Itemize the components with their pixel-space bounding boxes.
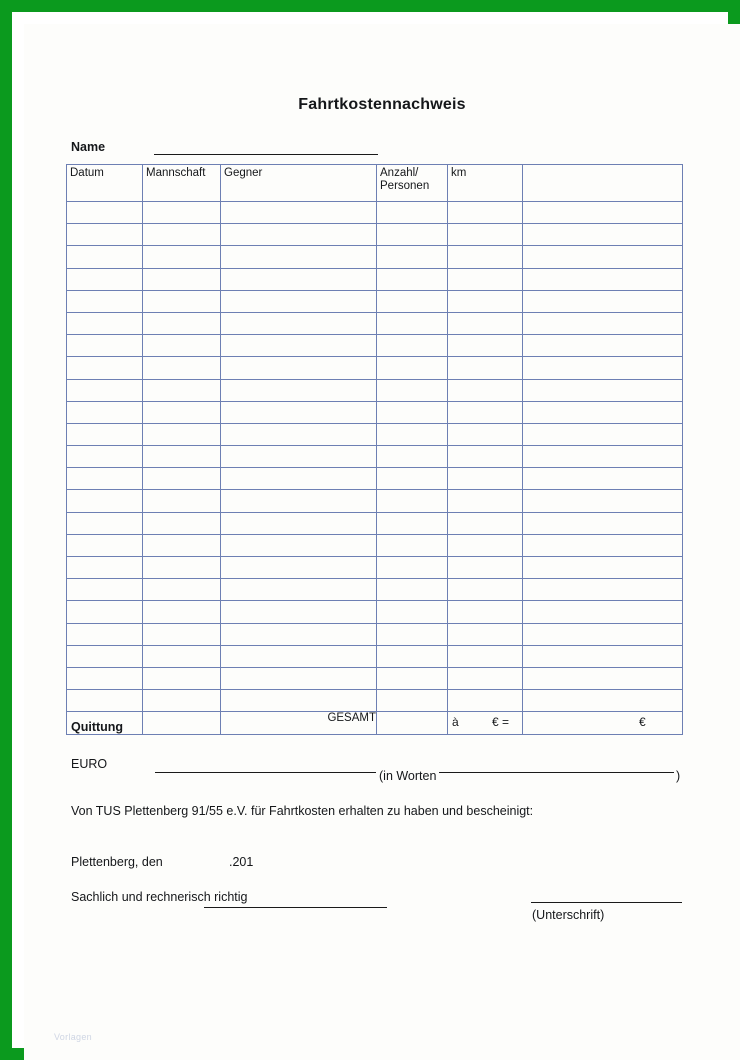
cell-km[interactable] bbox=[448, 490, 523, 512]
cell-datum[interactable] bbox=[67, 357, 143, 379]
cell-gegner[interactable] bbox=[221, 557, 377, 579]
cell-km[interactable] bbox=[448, 290, 523, 312]
table-row[interactable] bbox=[67, 667, 683, 689]
total-cell-amount[interactable] bbox=[523, 712, 683, 734]
cell-datum[interactable] bbox=[67, 246, 143, 268]
cell-km[interactable] bbox=[448, 224, 523, 246]
table-row[interactable] bbox=[67, 335, 683, 357]
table-row[interactable] bbox=[67, 468, 683, 490]
cell-mannschaft[interactable] bbox=[143, 423, 221, 445]
cell-gegner[interactable] bbox=[221, 224, 377, 246]
in-words-close-paren: ) bbox=[676, 769, 681, 783]
cell-gegner[interactable] bbox=[221, 623, 377, 645]
cell-gegner[interactable] bbox=[221, 690, 377, 712]
cell-datum[interactable] bbox=[67, 202, 143, 224]
cell-anzahl[interactable] bbox=[377, 623, 448, 645]
cell-mannschaft[interactable] bbox=[143, 667, 221, 689]
cell-km[interactable] bbox=[448, 202, 523, 224]
cell-anzahl[interactable] bbox=[377, 290, 448, 312]
cell-km[interactable] bbox=[448, 690, 523, 712]
correctness-label: Sachlich und rechnerisch richtig bbox=[71, 890, 248, 904]
table-row[interactable] bbox=[67, 534, 683, 556]
name-label: Name bbox=[71, 140, 106, 154]
rate-marker: à bbox=[452, 715, 459, 730]
table-header-row bbox=[67, 165, 683, 202]
cell-mannschaft[interactable] bbox=[143, 490, 221, 512]
cell-km[interactable] bbox=[448, 512, 523, 534]
cell-betrag[interactable] bbox=[523, 601, 683, 623]
table-row[interactable] bbox=[67, 290, 683, 312]
cell-km[interactable] bbox=[448, 579, 523, 601]
receipt-heading: Quittung bbox=[71, 720, 124, 734]
column-header-gegner: Gegner bbox=[221, 165, 377, 202]
cell-km[interactable] bbox=[448, 401, 523, 423]
cell-km[interactable] bbox=[448, 379, 523, 401]
cell-betrag[interactable] bbox=[523, 690, 683, 712]
cell-km[interactable] bbox=[448, 623, 523, 645]
cell-mannschaft[interactable] bbox=[143, 579, 221, 601]
table-row[interactable] bbox=[67, 690, 683, 712]
cell-km[interactable] bbox=[448, 268, 523, 290]
table-row[interactable] bbox=[67, 512, 683, 534]
cell-betrag[interactable] bbox=[523, 312, 683, 334]
cell-betrag[interactable] bbox=[523, 268, 683, 290]
cell-betrag[interactable] bbox=[523, 557, 683, 579]
page-title: Fahrtkostennachweis bbox=[298, 96, 466, 113]
cell-anzahl[interactable] bbox=[377, 579, 448, 601]
total-cell-anzahl[interactable] bbox=[377, 712, 448, 734]
cell-mannschaft[interactable] bbox=[143, 512, 221, 534]
cell-mannschaft[interactable] bbox=[143, 246, 221, 268]
cell-betrag[interactable] bbox=[523, 290, 683, 312]
cell-betrag[interactable] bbox=[523, 224, 683, 246]
cell-datum[interactable] bbox=[67, 667, 143, 689]
cell-anzahl[interactable] bbox=[377, 446, 448, 468]
table-row[interactable] bbox=[67, 645, 683, 667]
cell-gegner[interactable] bbox=[221, 534, 377, 556]
cell-datum[interactable] bbox=[67, 534, 143, 556]
cell-km[interactable] bbox=[448, 534, 523, 556]
table-row[interactable] bbox=[67, 357, 683, 379]
cell-mannschaft[interactable] bbox=[143, 557, 221, 579]
signature-line[interactable] bbox=[531, 902, 682, 903]
cell-mannschaft[interactable] bbox=[143, 224, 221, 246]
table-row[interactable] bbox=[67, 401, 683, 423]
cell-betrag[interactable] bbox=[523, 357, 683, 379]
cell-km[interactable] bbox=[448, 446, 523, 468]
cell-mannschaft[interactable] bbox=[143, 290, 221, 312]
travel-expense-table bbox=[66, 164, 683, 735]
cell-gegner[interactable] bbox=[221, 645, 377, 667]
cell-gegner[interactable] bbox=[221, 246, 377, 268]
cell-anzahl[interactable] bbox=[377, 534, 448, 556]
cell-betrag[interactable] bbox=[523, 512, 683, 534]
table-row[interactable] bbox=[67, 579, 683, 601]
cell-anzahl[interactable] bbox=[377, 268, 448, 290]
cell-anzahl[interactable] bbox=[377, 202, 448, 224]
cell-gegner[interactable] bbox=[221, 290, 377, 312]
cell-mannschaft[interactable] bbox=[143, 357, 221, 379]
cell-datum[interactable] bbox=[67, 401, 143, 423]
cell-anzahl[interactable] bbox=[377, 357, 448, 379]
cell-gegner[interactable] bbox=[221, 579, 377, 601]
cell-datum[interactable] bbox=[67, 446, 143, 468]
cell-mannschaft[interactable] bbox=[143, 401, 221, 423]
watermark-text: Vorlagen bbox=[54, 1032, 92, 1042]
in-words-label: (in Worten bbox=[376, 769, 439, 783]
signature-caption: (Unterschrift) bbox=[532, 908, 605, 922]
cell-gegner[interactable] bbox=[221, 379, 377, 401]
table-row[interactable] bbox=[67, 312, 683, 334]
cell-km[interactable] bbox=[448, 645, 523, 667]
total-cell-rate[interactable] bbox=[448, 712, 523, 734]
cell-datum[interactable] bbox=[67, 601, 143, 623]
total-cell-mannschaft[interactable] bbox=[143, 712, 221, 734]
total-label: GESAMT bbox=[221, 712, 377, 734]
year-label: .201 bbox=[229, 855, 254, 869]
cell-betrag[interactable] bbox=[523, 623, 683, 645]
cell-anzahl[interactable] bbox=[377, 224, 448, 246]
cell-km[interactable] bbox=[448, 357, 523, 379]
cell-betrag[interactable] bbox=[523, 579, 683, 601]
cell-km[interactable] bbox=[448, 667, 523, 689]
cell-betrag[interactable] bbox=[523, 534, 683, 556]
cell-km[interactable] bbox=[448, 601, 523, 623]
cell-betrag[interactable] bbox=[523, 446, 683, 468]
column-header-blank bbox=[523, 165, 683, 202]
cell-betrag[interactable] bbox=[523, 401, 683, 423]
cell-anzahl[interactable] bbox=[377, 645, 448, 667]
euro-symbol: € bbox=[639, 715, 646, 730]
cell-datum[interactable] bbox=[67, 490, 143, 512]
cell-km[interactable] bbox=[448, 468, 523, 490]
cell-gegner[interactable] bbox=[221, 446, 377, 468]
cell-datum[interactable] bbox=[67, 268, 143, 290]
cell-anzahl[interactable] bbox=[377, 468, 448, 490]
cell-mannschaft[interactable] bbox=[143, 312, 221, 334]
cell-datum[interactable] bbox=[67, 290, 143, 312]
cell-mannschaft[interactable] bbox=[143, 446, 221, 468]
table-row[interactable] bbox=[67, 268, 683, 290]
cell-datum[interactable] bbox=[67, 579, 143, 601]
table-row[interactable] bbox=[67, 423, 683, 445]
cell-mannschaft[interactable] bbox=[143, 645, 221, 667]
cell-km[interactable] bbox=[448, 312, 523, 334]
anzahl-line-1: Anzahl/ bbox=[380, 167, 419, 179]
cell-betrag[interactable] bbox=[523, 468, 683, 490]
cell-anzahl[interactable] bbox=[377, 423, 448, 445]
cell-datum[interactable] bbox=[67, 623, 143, 645]
cell-gegner[interactable] bbox=[221, 468, 377, 490]
cell-mannschaft[interactable] bbox=[143, 335, 221, 357]
cell-mannschaft[interactable] bbox=[143, 468, 221, 490]
cell-anzahl[interactable] bbox=[377, 312, 448, 334]
cell-betrag[interactable] bbox=[523, 379, 683, 401]
cell-gegner[interactable] bbox=[221, 401, 377, 423]
cell-betrag[interactable] bbox=[523, 667, 683, 689]
column-header-datum: Datum bbox=[67, 165, 143, 202]
cell-datum[interactable] bbox=[67, 224, 143, 246]
cell-anzahl[interactable] bbox=[377, 335, 448, 357]
table-total-row bbox=[67, 712, 683, 734]
table-row[interactable] bbox=[67, 202, 683, 224]
cell-mannschaft[interactable] bbox=[143, 202, 221, 224]
cell-datum[interactable] bbox=[67, 557, 143, 579]
anzahl-line-2: Personen bbox=[380, 180, 430, 192]
cell-anzahl[interactable] bbox=[377, 246, 448, 268]
table-row[interactable] bbox=[67, 601, 683, 623]
euro-label: EURO bbox=[71, 757, 108, 771]
cell-mannschaft[interactable] bbox=[143, 623, 221, 645]
cell-datum[interactable] bbox=[67, 690, 143, 712]
cell-gegner[interactable] bbox=[221, 423, 377, 445]
cell-anzahl[interactable] bbox=[377, 401, 448, 423]
cell-gegner[interactable] bbox=[221, 601, 377, 623]
cell-anzahl[interactable] bbox=[377, 690, 448, 712]
cell-anzahl[interactable] bbox=[377, 667, 448, 689]
cell-gegner[interactable] bbox=[221, 512, 377, 534]
cell-mannschaft[interactable] bbox=[143, 601, 221, 623]
column-header-mannschaft: Mannschaft bbox=[143, 165, 221, 202]
table-row[interactable] bbox=[67, 557, 683, 579]
column-header-anzahl-personen bbox=[377, 165, 448, 202]
cell-betrag[interactable] bbox=[523, 645, 683, 667]
cell-gegner[interactable] bbox=[221, 268, 377, 290]
cell-mannschaft[interactable] bbox=[143, 690, 221, 712]
cell-km[interactable] bbox=[448, 423, 523, 445]
document-sheet bbox=[24, 24, 740, 1060]
cell-datum[interactable] bbox=[67, 312, 143, 334]
cell-anzahl[interactable] bbox=[377, 379, 448, 401]
cell-datum[interactable] bbox=[67, 512, 143, 534]
cell-km[interactable] bbox=[448, 246, 523, 268]
table-row[interactable] bbox=[67, 623, 683, 645]
cell-datum[interactable] bbox=[67, 468, 143, 490]
table-row[interactable] bbox=[67, 246, 683, 268]
cell-km[interactable] bbox=[448, 335, 523, 357]
cell-gegner[interactable] bbox=[221, 312, 377, 334]
column-header-km: km bbox=[448, 165, 523, 202]
table-row[interactable] bbox=[67, 446, 683, 468]
table-row[interactable] bbox=[67, 379, 683, 401]
name-input-line[interactable] bbox=[154, 154, 378, 155]
correctness-signature-line[interactable] bbox=[204, 907, 387, 908]
cell-anzahl[interactable] bbox=[377, 601, 448, 623]
cell-gegner[interactable] bbox=[221, 335, 377, 357]
cell-anzahl[interactable] bbox=[377, 490, 448, 512]
cell-anzahl[interactable] bbox=[377, 557, 448, 579]
cell-betrag[interactable] bbox=[523, 335, 683, 357]
cell-mannschaft[interactable] bbox=[143, 268, 221, 290]
cell-datum[interactable] bbox=[67, 335, 143, 357]
cell-anzahl[interactable] bbox=[377, 512, 448, 534]
cell-betrag[interactable] bbox=[523, 423, 683, 445]
cell-gegner[interactable] bbox=[221, 667, 377, 689]
place-date-label: Plettenberg, den bbox=[71, 855, 163, 869]
table-row[interactable] bbox=[67, 490, 683, 512]
confirmation-text: Von TUS Plettenberg 91/55 e.V. für Fahrtkosten erhalten zu haben und bescheinigt: bbox=[71, 804, 534, 818]
cell-betrag[interactable] bbox=[523, 490, 683, 512]
euro-equals: € = bbox=[492, 715, 510, 730]
cell-mannschaft[interactable] bbox=[143, 379, 221, 401]
cell-mannschaft[interactable] bbox=[143, 534, 221, 556]
cell-gegner[interactable] bbox=[221, 490, 377, 512]
cell-datum[interactable] bbox=[67, 379, 143, 401]
cell-datum[interactable] bbox=[67, 645, 143, 667]
cell-betrag[interactable] bbox=[523, 202, 683, 224]
cell-gegner[interactable] bbox=[221, 202, 377, 224]
cell-gegner[interactable] bbox=[221, 357, 377, 379]
cell-datum[interactable] bbox=[67, 423, 143, 445]
table-row[interactable] bbox=[67, 224, 683, 246]
cell-km[interactable] bbox=[448, 557, 523, 579]
cell-betrag[interactable] bbox=[523, 246, 683, 268]
